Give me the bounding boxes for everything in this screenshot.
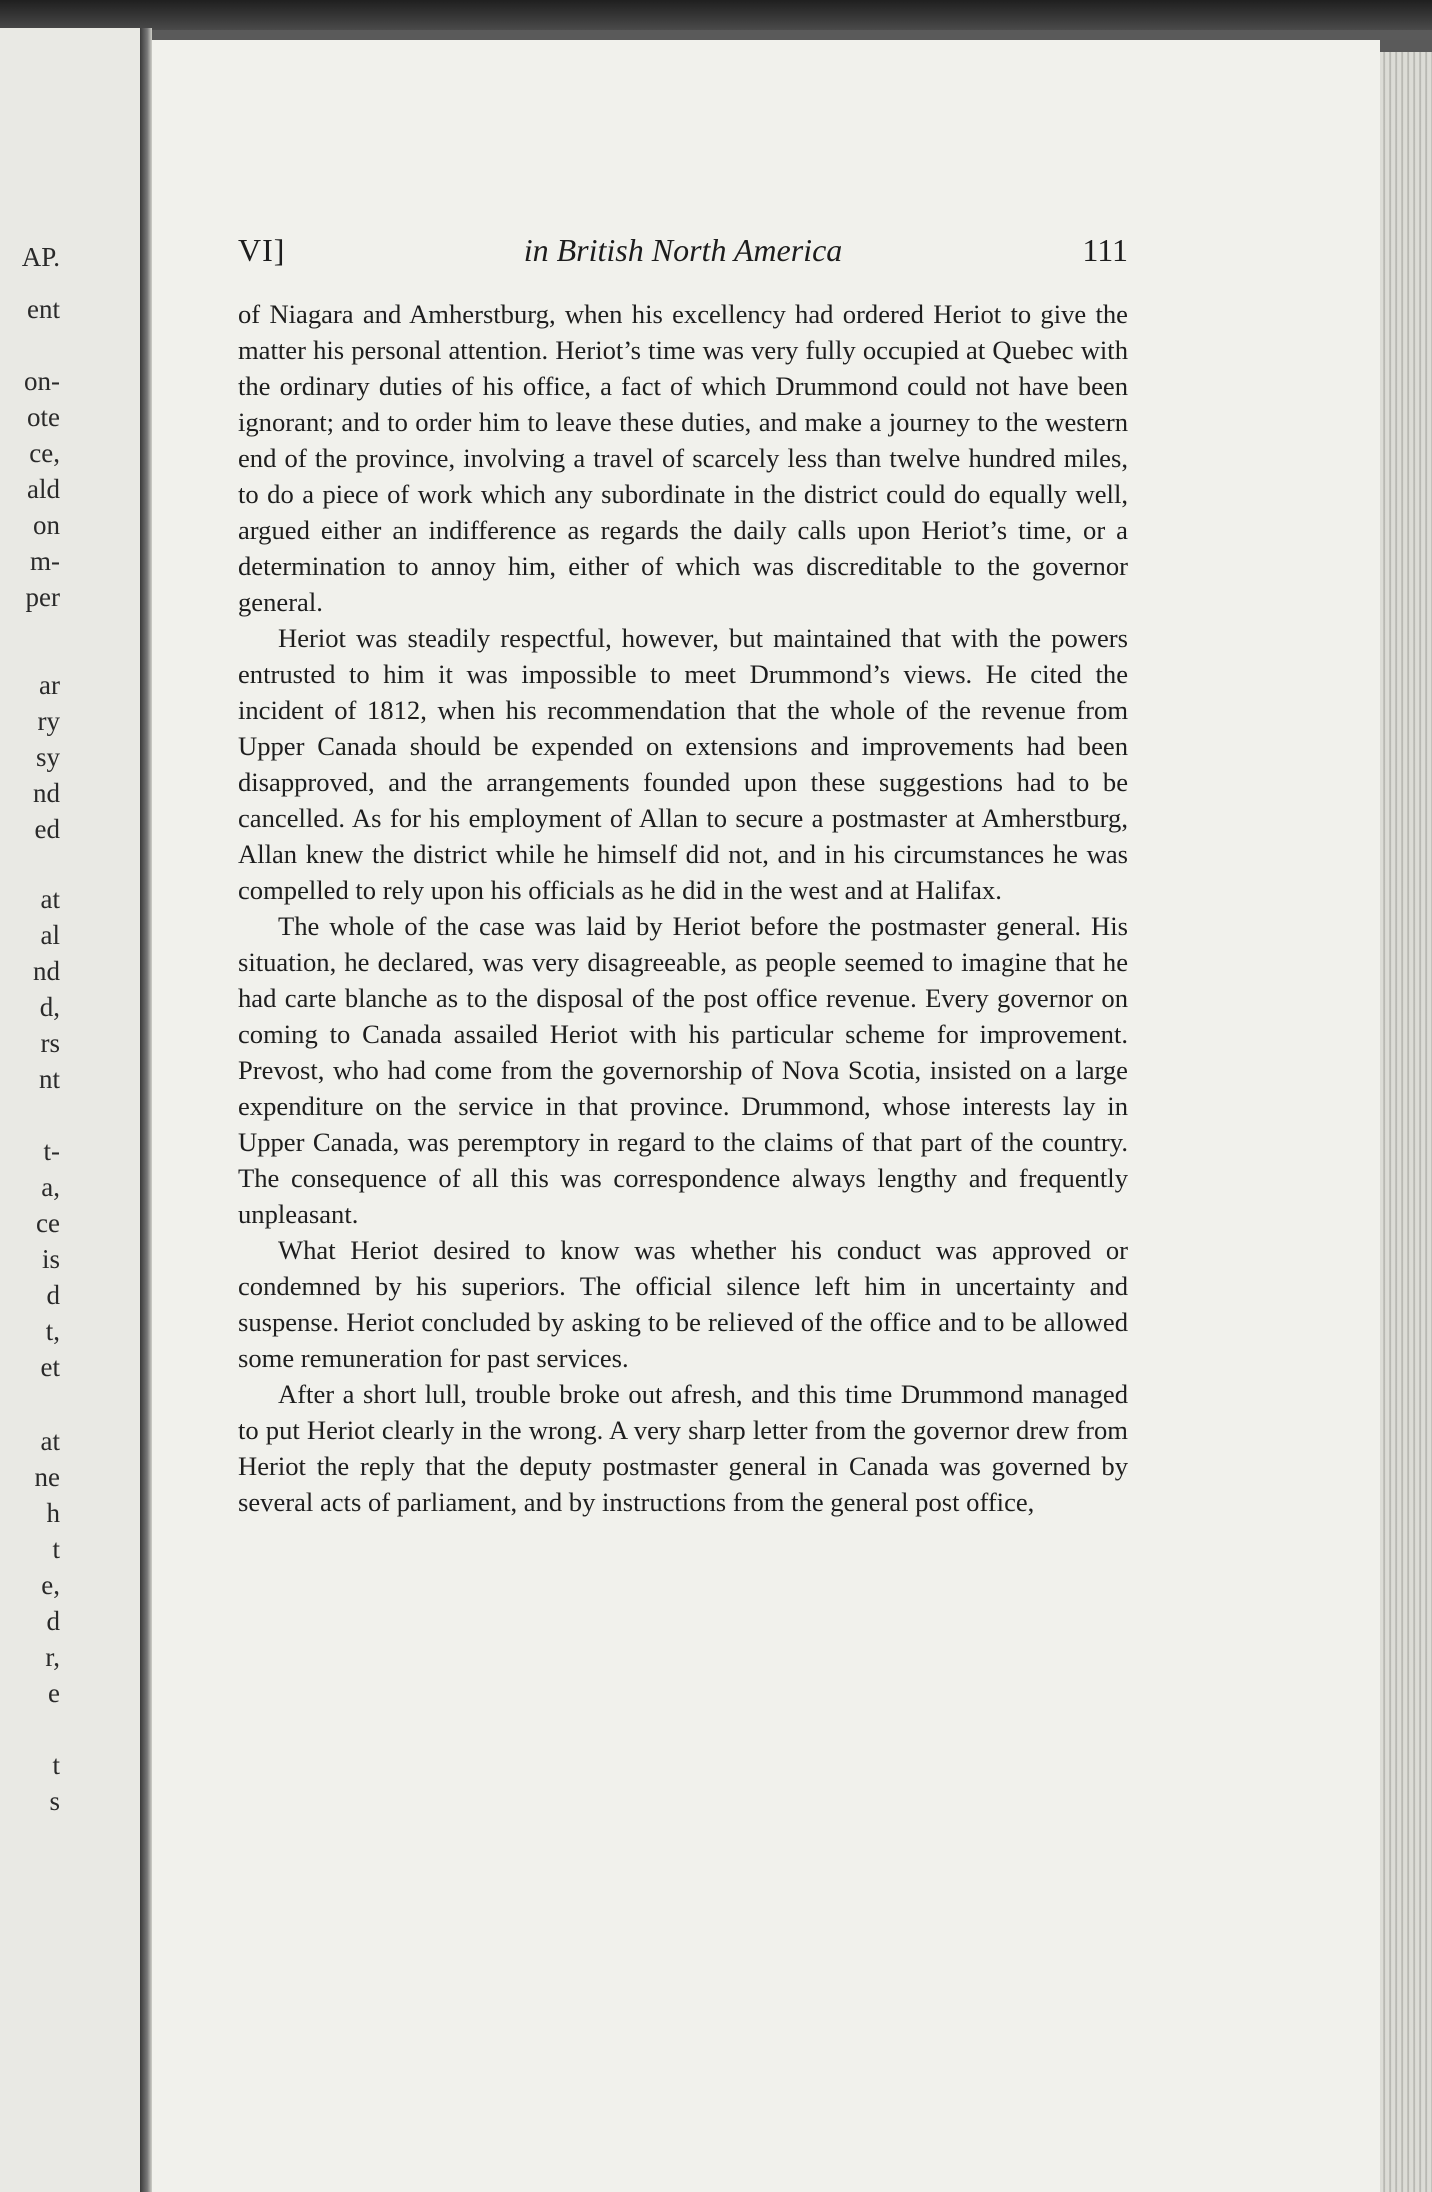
running-header xyxy=(238,232,1128,276)
book-gutter xyxy=(140,28,152,2192)
fragment-line: ent xyxy=(27,294,60,324)
fragment-line: e xyxy=(48,1678,60,1708)
paragraph: After a short lull, trouble broke out afresh, and this time Drummond managed to put Heriot clearly in the wrong. A very sharp letter from the governor drew from Heriot the reply that the deputy postmaster general in Canada was governed by several acts of parliament, and by instructions from the general post office, xyxy=(238,1379,1128,1517)
fragment-line: d xyxy=(46,1280,60,1310)
fragment-line: is xyxy=(41,1244,60,1274)
paragraph: What Heriot desired to know was whether his conduct was approved or condemned by his superiors. The official silence left him in uncertainty and suspense. Heriot concluded by asking to be relieved of the office and to be allowed some remuneration for past services. xyxy=(238,1235,1128,1373)
fragment-line: ce xyxy=(36,1208,60,1238)
paragraph: Heriot was steadily respectful, however, but maintained that with the powers entrusted to him it was impossible to meet Drummond’s views. He cited the incident of 1812, when his recommendation that the whole of the revenue from Upper Canada should be expended on extensions and improvements had been disapproved, and the arrangements founded upon these suggestions had to be cancelled. As for his employment of Allan to secure a postmaster at Amherstburg, Allan knew the district while he himself did not, and in his circumstances he was compelled to rely upon his officials as he did in the west and at Halifax. xyxy=(238,623,1128,905)
fragment-line: ed xyxy=(34,814,60,844)
fragment-line: t xyxy=(52,1534,60,1564)
fragment-line: nd xyxy=(33,956,60,986)
fragment-line: a, xyxy=(41,1172,60,1202)
scan-top-border xyxy=(0,0,1432,30)
fragment-line: h xyxy=(46,1498,60,1528)
fragment-line: s xyxy=(49,1786,60,1816)
body-text xyxy=(238,296,1128,1520)
fragment-line: t, xyxy=(45,1316,60,1346)
fragment-line: al xyxy=(40,920,60,950)
fragment-line: ote xyxy=(27,402,60,432)
chapter-marker: VI] xyxy=(238,232,286,268)
fragment-line: r, xyxy=(45,1642,60,1672)
fragment-line: m- xyxy=(30,546,60,576)
running-title: in British North America xyxy=(523,232,843,268)
fragment-line: rs xyxy=(40,1028,60,1058)
page-number: 111 xyxy=(1082,232,1128,268)
fragment-line: ry xyxy=(37,706,60,736)
fragment-line: t- xyxy=(43,1136,60,1166)
fragment-line: d xyxy=(46,1606,60,1636)
fragment-line: at xyxy=(40,1426,60,1456)
fragment-line: t xyxy=(52,1750,60,1780)
fragment-line: at xyxy=(40,884,60,914)
fragment-line: ar xyxy=(39,670,60,700)
fragment-line: ce, xyxy=(29,438,60,468)
fragment-line: ne xyxy=(34,1462,60,1492)
fragment-line: on- xyxy=(24,366,60,396)
paragraph: The whole of the case was laid by Heriot before the postmaster general. His situation, he declared, was very disagreeable, as people seemed to imagine that he had carte blanche as to the disposal of the post office revenue. Every governor on coming to Canada assailed Heriot with his particular scheme for improvement. Prevost, who had come from the governorship of Nova Scotia, insisted on a large expenditure on the service in that province. Drummond, whose interests lay in Upper Canada, was peremptory in regard to the claims of that part of the country. The consequence of all this was correspondence always lengthy and frequently unpleasant. xyxy=(238,911,1128,1229)
fragment-line: e, xyxy=(41,1570,60,1600)
fragment-line: d, xyxy=(39,992,60,1022)
fragment-line: ald xyxy=(27,474,60,504)
left-page-edge xyxy=(0,28,140,2192)
fragment-line: et xyxy=(40,1352,60,1382)
fragment-line: nt xyxy=(38,1064,60,1094)
fragment-line: per xyxy=(25,582,60,612)
fragment-line: sy xyxy=(35,742,60,772)
paragraph: of Niagara and Amherstburg, when his excellency had ordered Heriot to give the matter his personal attention. Heriot’s time was very fully occupied at Quebec with the ordinary duties of his office, a fact of which Drummond could not have been ignorant; and to order him to leave these duties, and make a journey to the western end of the province, involving a travel of scarcely less than twelve hundred miles, to do a piece of work which any subordinate in the district could do equally well, argued either an indifference as regards the daily calls upon Heriot’s time, or a determination to annoy him, either of which was discreditable to the governor general. xyxy=(238,299,1128,617)
fragment-line: AP. xyxy=(21,242,60,272)
fragment-line: on xyxy=(33,510,60,540)
page-edges xyxy=(1380,52,1432,2192)
fragment-line: nd xyxy=(33,778,60,808)
